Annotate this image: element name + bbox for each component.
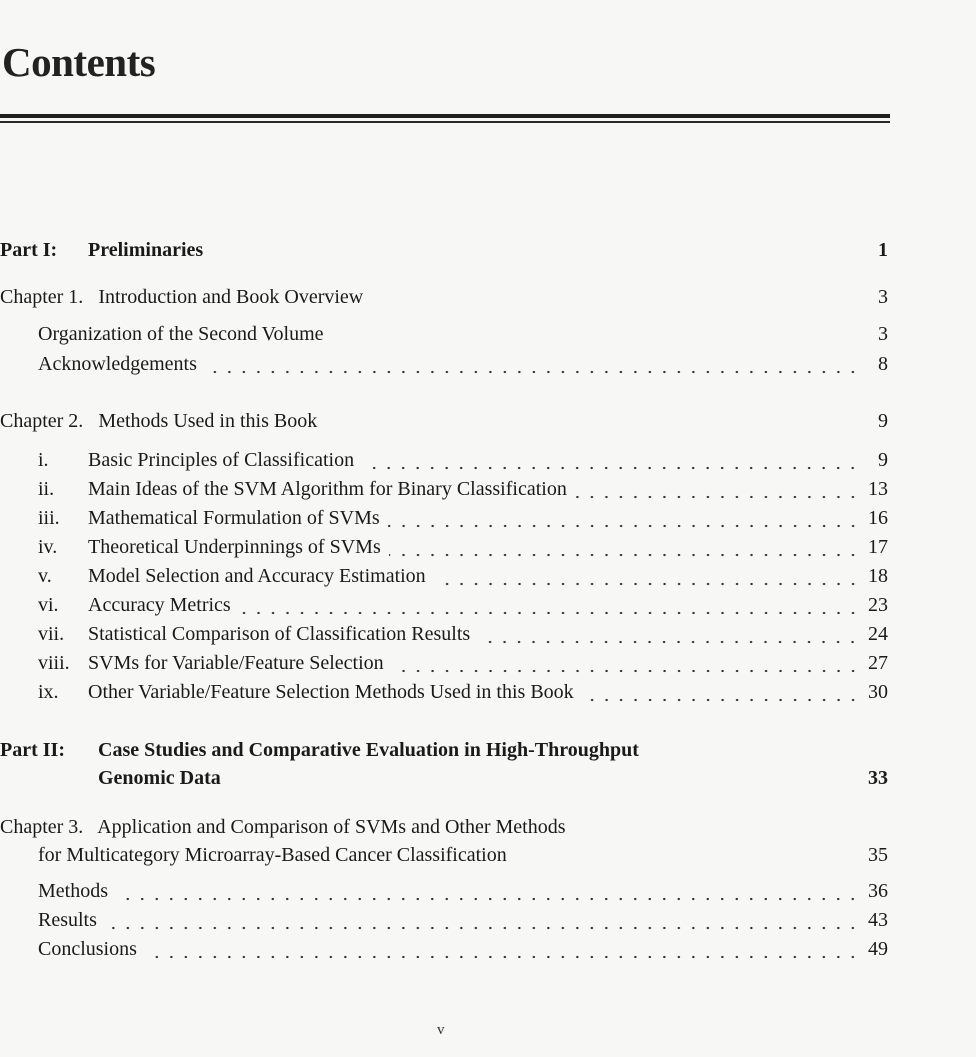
section-number: viii. — [38, 652, 70, 674]
section-title: Results — [38, 909, 97, 931]
chapter-label: Chapter 1. — [0, 286, 84, 308]
toc-section[interactable] — [38, 564, 888, 588]
toc-chapter-2[interactable] — [0, 409, 888, 433]
dot-leader — [205, 352, 860, 376]
page-title: Contents — [2, 39, 156, 85]
section-title: Conclusions — [38, 938, 137, 960]
toc-section[interactable] — [38, 477, 888, 501]
page-number: 3 — [878, 323, 888, 345]
toc-section[interactable] — [38, 680, 888, 704]
chapter-label: Chapter 2. — [0, 410, 84, 432]
dot-leader — [478, 622, 860, 646]
section-title: Other Variable/Feature Selection Methods Used in this Book — [88, 681, 574, 703]
toc-section[interactable] — [38, 937, 888, 961]
page-number: 3 — [878, 286, 888, 308]
toc-part-1[interactable] — [0, 238, 888, 262]
page-number: 9 — [878, 449, 888, 471]
section-title: Mathematical Formulation of SVMs — [88, 507, 380, 529]
title-rule-thick — [0, 114, 890, 118]
title-rule-thin — [0, 121, 890, 123]
toc-section[interactable] — [38, 322, 888, 346]
part-title: Preliminaries — [88, 239, 204, 261]
chapter-label: Chapter 3. — [0, 816, 84, 838]
section-title: Model Selection and Accuracy Estimation — [88, 565, 426, 587]
toc-section[interactable] — [38, 506, 888, 530]
toc-section[interactable] — [38, 879, 888, 903]
section-number: vi. — [38, 594, 59, 616]
page-number: 27 — [868, 652, 888, 674]
dot-leader — [239, 593, 860, 617]
section-title: Theoretical Underpinnings of SVMs — [88, 536, 381, 558]
page-number: 30 — [868, 681, 888, 703]
page-number: 18 — [868, 565, 888, 587]
section-title: Main Ideas of the SVM Algorithm for Binary Classification — [88, 478, 567, 500]
section-title: Acknowledgements — [38, 353, 197, 375]
part-title-line-1: Case Studies and Comparative Evaluation in High-Throughput — [98, 739, 639, 761]
section-number: ix. — [38, 681, 59, 703]
chapter-title-line-1: Application and Comparison of SVMs and Other Methods — [97, 816, 566, 838]
section-number: iv. — [38, 536, 58, 558]
toc-section[interactable] — [38, 535, 888, 559]
dot-leader — [575, 477, 860, 501]
toc-section[interactable] — [38, 352, 888, 376]
toc-chapter-3[interactable] — [0, 815, 566, 839]
section-title: Statistical Comparison of Classification Results — [88, 623, 471, 645]
dot-leader — [362, 448, 860, 472]
dot-leader — [116, 879, 860, 903]
section-number: vii. — [38, 623, 65, 645]
chapter-title: Methods Used in this Book — [98, 410, 318, 432]
page-number: 16 — [868, 507, 888, 529]
dot-leader — [145, 937, 860, 961]
section-number: v. — [38, 565, 52, 587]
section-title: Methods — [38, 880, 108, 902]
chapter-title: Introduction and Book Overview — [98, 286, 364, 308]
part-title-line-2: Genomic Data — [98, 767, 221, 789]
part-label: Part II: — [0, 739, 65, 761]
dot-leader — [105, 908, 860, 932]
page-number: 49 — [868, 938, 888, 960]
toc-section[interactable] — [38, 593, 888, 617]
dot-leader — [389, 535, 860, 559]
page-number: 23 — [868, 594, 888, 616]
dot-leader — [392, 651, 860, 675]
page-number: 8 — [878, 353, 888, 375]
section-title: SVMs for Variable/Feature Selection — [88, 652, 384, 674]
toc-part-2-line-2[interactable] — [98, 766, 888, 790]
section-number: i. — [38, 449, 49, 471]
toc-section[interactable] — [38, 448, 888, 472]
toc-section[interactable] — [38, 622, 888, 646]
part-label: Part I: — [0, 239, 58, 261]
page-number: 33 — [868, 767, 888, 789]
dot-leader — [582, 680, 860, 704]
page-number: 1 — [878, 239, 888, 261]
dot-leader — [434, 564, 860, 588]
dot-leader — [388, 506, 860, 530]
page-number: 17 — [868, 536, 888, 558]
toc-part-2[interactable] — [0, 738, 639, 762]
page-number: 9 — [878, 410, 888, 432]
section-number: iii. — [38, 507, 60, 529]
page-number: 13 — [868, 478, 888, 500]
page-folio: v — [437, 1022, 445, 1038]
toc-chapter-3-line-2[interactable] — [38, 843, 888, 867]
chapter-title-line-2: for Multicategory Microarray-Based Cancer Classification — [38, 844, 507, 866]
section-title: Basic Principles of Classification — [88, 449, 355, 471]
toc-chapter-1[interactable] — [0, 285, 888, 309]
page-number: 35 — [868, 844, 888, 866]
section-title: Accuracy Metrics — [88, 594, 231, 616]
toc-section[interactable] — [38, 651, 888, 675]
section-title: Organization of the Second Volume — [38, 323, 324, 345]
page-number: 24 — [868, 623, 888, 645]
page-number: 43 — [868, 909, 888, 931]
toc-section[interactable] — [38, 908, 888, 932]
page-number: 36 — [868, 880, 888, 902]
section-number: ii. — [38, 478, 55, 500]
